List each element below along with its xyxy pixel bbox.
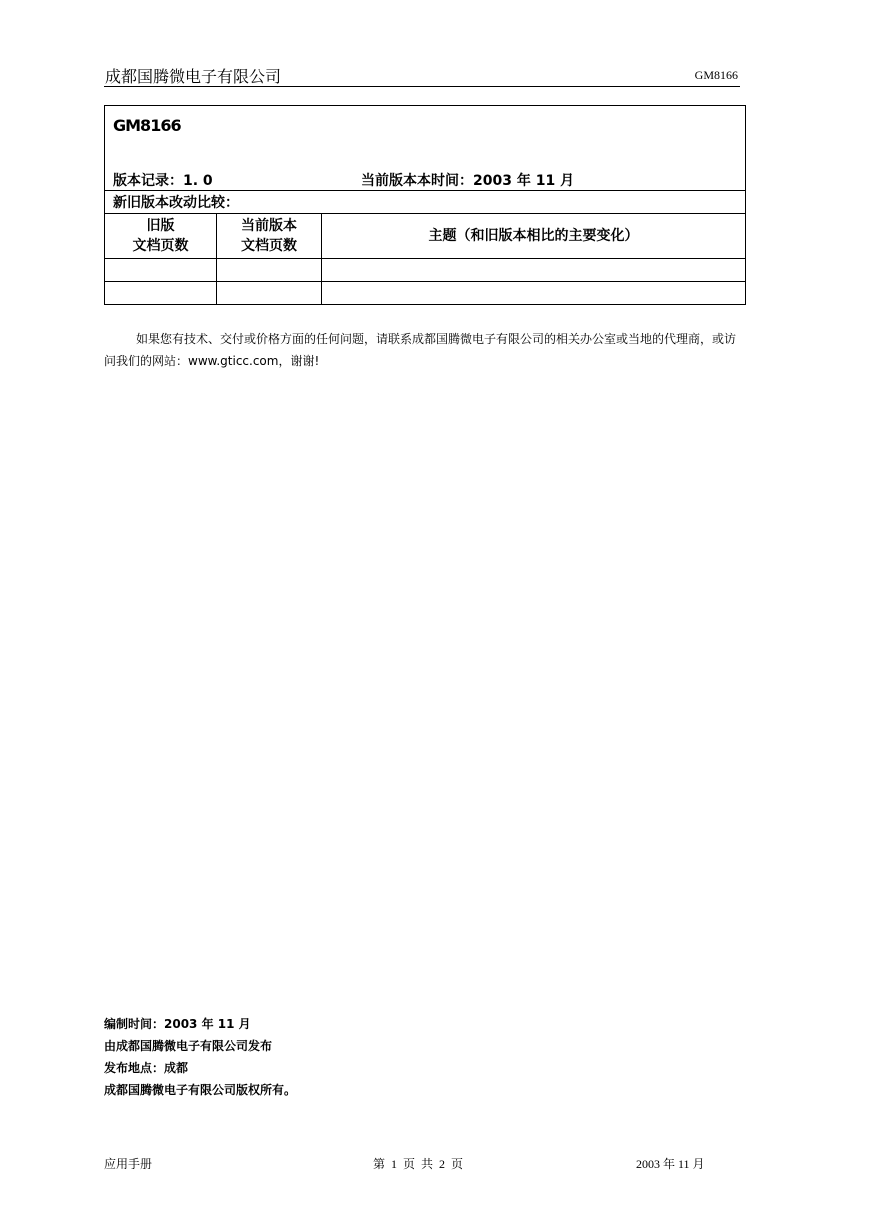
table-cell <box>105 259 217 282</box>
col-current-pages <box>217 214 322 259</box>
publisher: 由成都国腾微电子有限公司发布 <box>104 1039 273 1053</box>
revision-table <box>104 105 746 305</box>
col-subject: 主题（和旧版本相比的主要变化） <box>322 214 746 259</box>
compare-title: 新旧版本改动比较： <box>105 191 746 214</box>
table-cell <box>105 282 217 305</box>
version-record: 版本记录：1. 0 <box>113 173 213 189</box>
table-cell <box>217 259 322 282</box>
col-cur-line1: 当前版本 <box>241 218 297 234</box>
publish-info <box>104 1013 296 1101</box>
col-old-pages <box>105 214 217 259</box>
copyright: 成都国腾微电子有限公司版权所有。 <box>104 1083 297 1097</box>
header-code: GM8166 <box>694 68 738 82</box>
publish-date: 编制时间：2003 年 11 月 <box>104 1017 251 1031</box>
col-cur-line2: 文档页数 <box>241 238 297 254</box>
table-row <box>105 259 746 282</box>
footer-date: 2003 年 11 月 <box>636 1157 705 1171</box>
table-cell <box>322 259 746 282</box>
footer-doc-type: 应用手册 <box>104 1157 153 1171</box>
model-name: GM8166 <box>113 116 181 135</box>
footer-page-number: 第 1 页 共 2 页 <box>373 1157 464 1171</box>
header-divider <box>104 86 740 87</box>
current-version-time: 当前版本本时间：2003 年 11 月 <box>361 173 575 189</box>
table-cell <box>322 282 746 305</box>
table-cell <box>217 282 322 305</box>
publish-place: 发布地点：成都 <box>104 1061 189 1075</box>
contact-paragraph: 如果您有技术、交付或价格方面的任何问题，请联系成都国腾微电子有限公司的相关办公室或当地的代理商，或访问我们的网站：www.gticc.com，谢谢! <box>104 332 737 368</box>
col-old-line2: 文档页数 <box>132 238 189 254</box>
table-row <box>105 282 746 305</box>
revision-header-cell <box>105 106 746 191</box>
header-company: 成都国腾微电子有限公司 <box>105 67 282 86</box>
col-old-line1: 旧版 <box>146 218 175 234</box>
